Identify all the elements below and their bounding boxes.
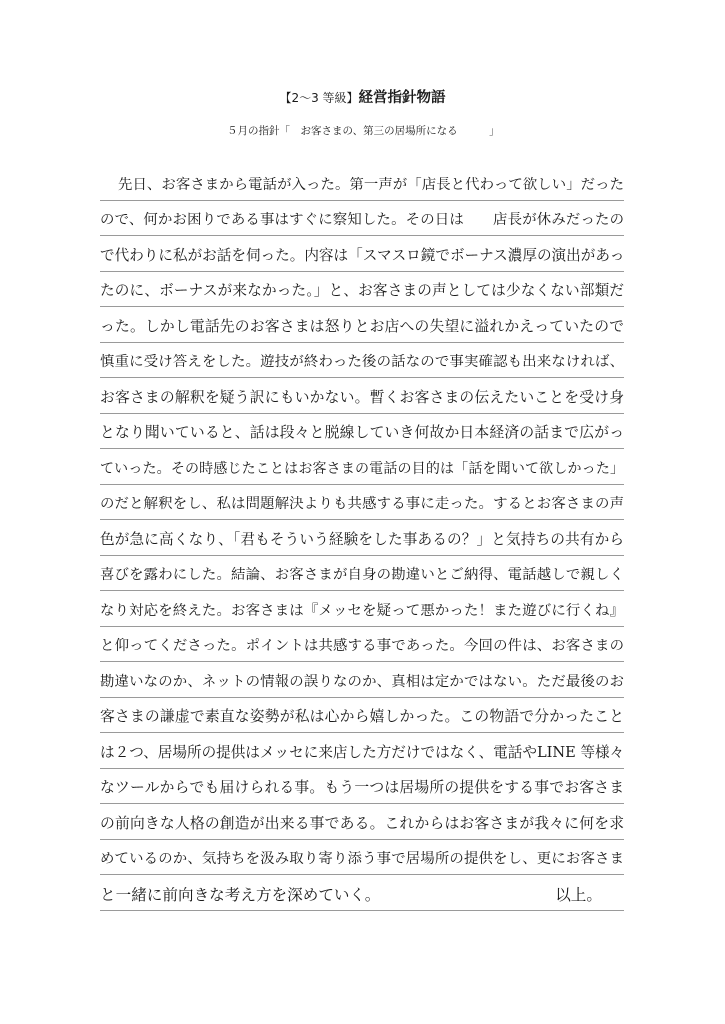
ruled-line [100, 520, 624, 556]
line-text: 先日、お客さまから電話が入った。第一声が「店長と代わって欲しい」だった [118, 176, 624, 193]
line-text: 客さまの謙虚で素直な姿勢が私は心から嬉しかった。この物語で分かったこと [100, 708, 624, 725]
ruled-line [100, 272, 624, 308]
line-text: で代わりに私がお話を伺った。内容は「スマスロ鏡でボーナス濃厚の演出があっ [100, 246, 625, 264]
ruled-line [100, 165, 624, 201]
ruled-line [100, 307, 624, 343]
ruled-line [100, 591, 624, 627]
ruled-line [100, 627, 624, 663]
line-text: のだと解釈をし、私は問題解決よりも共感する事に走った。するとお客さまの声 [100, 496, 624, 512]
line-text: は２つ、居場所の提供はメッセに来店した方だけではなく、電話やLINE 等様々 [100, 743, 625, 761]
document-title [0, 88, 725, 108]
document-subtitle: ５月の指針「 お客さまの、第三の居場所になる 」 [227, 125, 500, 137]
ruled-line [100, 201, 624, 237]
closing-text: 以上。 [555, 885, 602, 904]
ruled-line [100, 556, 624, 592]
line-text: なり対応を終えた。お客さまは『メッセを疑って悪かった！また遊びに行くね』 [100, 602, 624, 619]
ruled-line [100, 769, 624, 805]
ruled-line [100, 875, 624, 911]
line-text: 勘違いなのか、ネットの情報の誤りなのか、真相は定かではない。ただ最後のお [100, 673, 624, 690]
essay-body [100, 165, 624, 911]
ruled-line [100, 414, 624, 450]
line-text: たのに、ボーナスが来なかった。」と、お客さまの声としては少なくない部類だ [100, 282, 624, 299]
title-grade-label: 【2〜3 等級】 [279, 91, 359, 105]
line-text: めているのか、気持ちを汲み取り寄り添う事で居場所の提供をし、更にお客さま [100, 851, 624, 867]
ruled-line [100, 662, 624, 698]
ruled-line [100, 698, 624, 734]
line-text: の前向きな人格の創造が出来る事である。これからはお客さまが我々に何を求 [100, 814, 624, 832]
ruled-line [100, 378, 624, 414]
ruled-line [100, 449, 624, 485]
line-text: 喜びを露わにした。結論、お客さまが自身の勘違いとご納得、電話越しで親しく [100, 567, 624, 583]
line-text: お客さまの解釈を疑う訳にもいかない。暫くお客さまの伝えたいことを受け身 [100, 388, 624, 406]
ruled-line [100, 236, 624, 272]
ruled-line [100, 733, 624, 769]
line-text: なツールからでも届けられる事。もう一つは居場所の提供をする事でお客さま [100, 779, 624, 796]
title-main-text: 経営指針物語 [358, 90, 446, 106]
line-text: った。しかし電話先のお客さまは怒りとお店への失望に溢れかえっていたので [100, 317, 624, 335]
ruled-line [100, 343, 624, 379]
line-text: 色が急に高くなり、「君もそういう経験をした事あるの？」と気持ちの共有から [100, 530, 624, 548]
ruled-line [100, 840, 624, 876]
ruled-line [100, 485, 624, 521]
line-text: と一緒に前向きな考え方を深めていく。 [100, 885, 381, 904]
line-text: と仰ってくださった。ポイントは共感する事であった。今回の件は、お客さまの [100, 638, 624, 654]
ruled-line [100, 804, 624, 840]
line-text: ていった。その時感じたことはお客さまの電話の目的は「話を聞いて欲しかった」 [100, 460, 624, 477]
line-text: となり聞いていると、話は段々と脱線していき何故か日本経済の話まで広がっ [100, 424, 624, 441]
line-text: ので、何かお困りである事はすぐに察知した。その日は 店長が休みだったの [100, 212, 624, 228]
line-text: 慎重に受け答えをした。遊技が終わった後の話なので事実確認も出来なければ、 [100, 354, 624, 370]
